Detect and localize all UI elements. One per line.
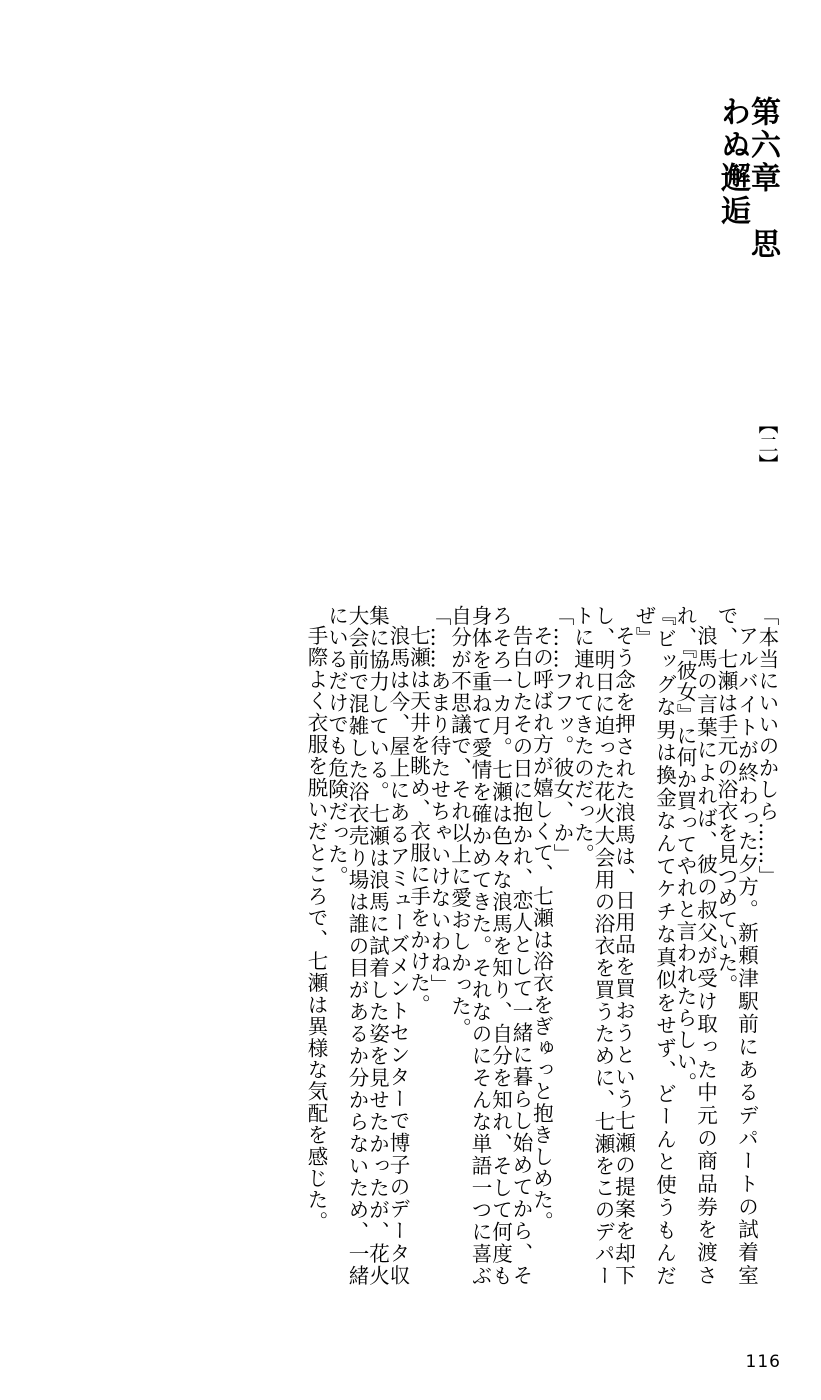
paragraph: 七瀬は天井を眺め、衣服に手をかけた。 [406, 625, 431, 1016]
paragraph: その呼ばれ方が嬉しくて、七瀬は浴衣をぎゅっと抱きしめた。 [529, 625, 554, 1233]
paragraph: 浪馬は今、屋上にあるアミューズメントセンターで博子のデータ収集に協力している。七瀬は浪馬に試着した姿を見せたかったが、花火大会前で混雑した浴衣売り場は誰の目があるか分からないため、一緒にいるだけでも危険だった。 [324, 604, 410, 1287]
paragraph: 「……フフッ。彼女、か」 [550, 604, 574, 865]
paragraph: 浪馬の言葉によれば、彼の叔父が受け取った中元の商品券を渡され、『彼女』に何か買ってやれと言われたらしい。 [673, 604, 718, 1287]
body-text [306, 605, 778, 1286]
chapter-title: 第六章 思わぬ邂逅 [715, 96, 780, 261]
paragraph: 「本当にいいのかしら……」 [755, 604, 779, 887]
paragraph: 『ビッグな男は換金なんてケチな真似をせず、どーんと使うもんだぜ』 [632, 604, 677, 1287]
paragraph: アルバイトが終わった夕方。新頼津駅前にあるデパートの試着室で、七瀬は手元の浴衣を見つめていた。 [714, 604, 759, 1287]
paragraph: そう念を押された浪馬は、日用品を買おうという七瀬の提案を却下し、明日に迫った花火大会用の浴衣を買うために、七瀬をこのデパートに連れてきたのだった。 [570, 604, 636, 1287]
section-number: 【二】 [755, 414, 779, 475]
page-number: 116 [745, 1352, 781, 1372]
paragraph: 告白したその日に抱かれ、恋人として一緒に暮らし始めてから、そろそろ一カ月。七瀬は色々な浪馬を知り、自分を知れ、そして何度も身体を重ねて愛情を確かめてきた。それなのにそんな単語一つに喜ぶ自分が不思議で、それ以上に愛おしかった。 [447, 604, 533, 1287]
paragraph: 手際よく衣服を脱いだところで、七瀬は異様な気配を感じた。 [304, 625, 328, 1233]
vertical-text-block [77, 96, 780, 1287]
paragraph: 「……あまり待たせちゃいけないわね」 [427, 604, 451, 996]
